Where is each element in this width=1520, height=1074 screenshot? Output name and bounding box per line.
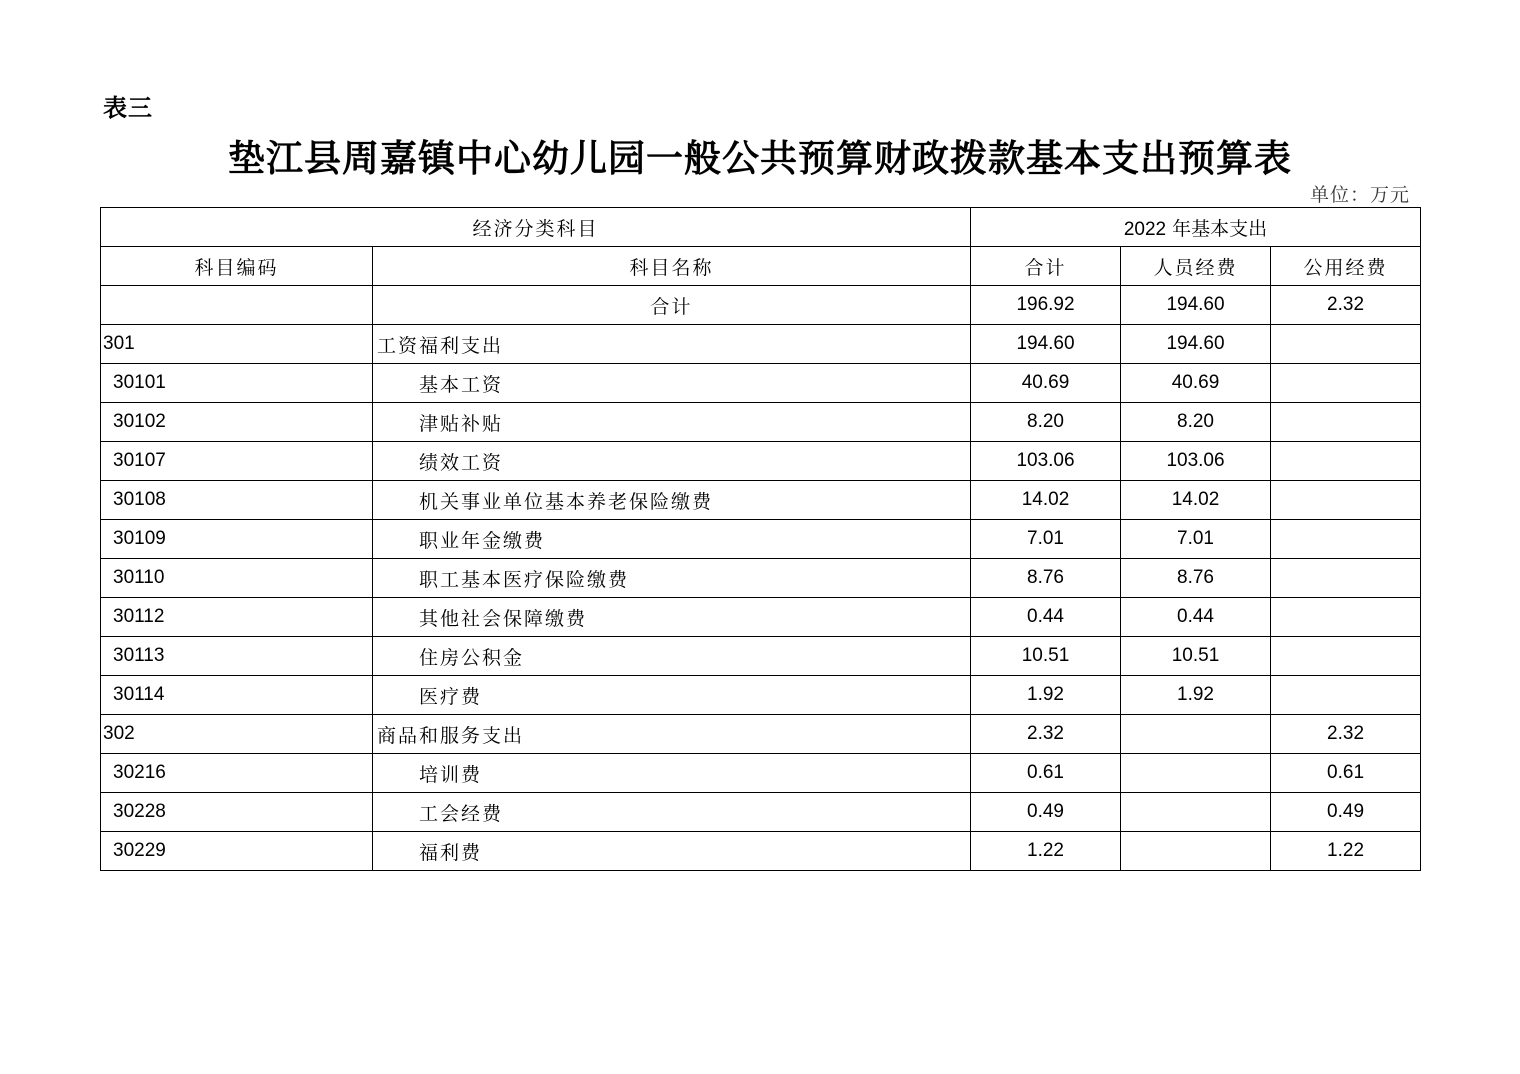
cell-code: 302 [101,715,373,754]
cell-public: 0.49 [1271,793,1421,832]
table-row [101,286,1421,325]
cell-personnel: 10.51 [1121,637,1271,676]
cell-name: 商品和服务支出 [373,715,971,754]
table-row [101,364,1421,403]
cell-public [1271,442,1421,481]
cell-personnel [1121,832,1271,871]
cell-total: 14.02 [971,481,1121,520]
cell-total: 0.49 [971,793,1121,832]
header-code: 科目编码 [101,247,373,286]
cell-personnel [1121,715,1271,754]
cell-name: 合计 [373,286,971,325]
cell-name: 机关事业单位基本养老保险缴费 [373,481,971,520]
table-row [101,754,1421,793]
cell-code: 30102 [101,403,373,442]
cell-code: 30229 [101,832,373,871]
cell-public: 2.32 [1271,286,1421,325]
cell-personnel: 7.01 [1121,520,1271,559]
cell-personnel [1121,754,1271,793]
cell-name: 福利费 [373,832,971,871]
cell-personnel: 0.44 [1121,598,1271,637]
cell-total: 8.20 [971,403,1121,442]
cell-public [1271,403,1421,442]
budget-table [100,207,1421,871]
cell-total: 103.06 [971,442,1121,481]
table-row [101,559,1421,598]
cell-public [1271,559,1421,598]
header-economic-classification: 经济分类科目 [101,208,971,247]
cell-total: 194.60 [971,325,1121,364]
table-row [101,832,1421,871]
page-title: 垫江县周嘉镇中心幼儿园一般公共预算财政拨款基本支出预算表 [228,136,1292,180]
cell-public [1271,637,1421,676]
header-total: 合计 [971,247,1121,286]
cell-public [1271,364,1421,403]
cell-code: 30228 [101,793,373,832]
cell-public: 1.22 [1271,832,1421,871]
table-row [101,793,1421,832]
cell-name: 职业年金缴费 [373,520,971,559]
cell-public [1271,520,1421,559]
cell-public [1271,598,1421,637]
cell-name: 绩效工资 [373,442,971,481]
cell-name: 其他社会保障缴费 [373,598,971,637]
cell-total: 40.69 [971,364,1121,403]
table-row [101,676,1421,715]
table-row [101,598,1421,637]
cell-name: 医疗费 [373,676,971,715]
cell-personnel: 8.76 [1121,559,1271,598]
table-row [101,520,1421,559]
column-header-row [101,247,1421,286]
cell-total: 1.92 [971,676,1121,715]
cell-total: 7.01 [971,520,1121,559]
cell-total: 0.44 [971,598,1121,637]
cell-code: 30107 [101,442,373,481]
table-row [101,442,1421,481]
cell-name: 基本工资 [373,364,971,403]
header-year: 2022 [1123,218,1167,240]
cell-personnel: 194.60 [1121,325,1271,364]
table-row [101,715,1421,754]
cell-total: 0.61 [971,754,1121,793]
cell-code: 30113 [101,637,373,676]
header-personnel: 人员经费 [1121,247,1271,286]
cell-code: 30109 [101,520,373,559]
cell-personnel: 1.92 [1121,676,1271,715]
cell-code: 30112 [101,598,373,637]
cell-total: 10.51 [971,637,1121,676]
header-public: 公用经费 [1271,247,1421,286]
cell-total: 2.32 [971,715,1121,754]
table-row [101,481,1421,520]
cell-code [101,286,373,325]
cell-personnel: 8.20 [1121,403,1271,442]
cell-name: 工会经费 [373,793,971,832]
cell-name: 培训费 [373,754,971,793]
cell-public: 2.32 [1271,715,1421,754]
table-label: 表三 [103,94,153,122]
cell-public [1271,676,1421,715]
header-name: 科目名称 [373,247,971,286]
table-body [101,286,1421,871]
cell-public [1271,481,1421,520]
cell-total: 1.22 [971,832,1121,871]
header-year-suffix: 年基本支出 [1172,217,1268,240]
cell-code: 30101 [101,364,373,403]
cell-name: 职工基本医疗保险缴费 [373,559,971,598]
table-row [101,637,1421,676]
cell-personnel [1121,793,1271,832]
cell-personnel: 40.69 [1121,364,1271,403]
cell-public: 0.61 [1271,754,1421,793]
unit-label: 单位：万元 [1309,184,1410,206]
cell-personnel: 103.06 [1121,442,1271,481]
cell-name: 住房公积金 [373,637,971,676]
cell-name: 津贴补贴 [373,403,971,442]
cell-code: 301 [101,325,373,364]
cell-personnel: 194.60 [1121,286,1271,325]
header-year-expenditure [971,208,1421,247]
table-row [101,325,1421,364]
cell-total: 196.92 [971,286,1121,325]
cell-code: 30216 [101,754,373,793]
cell-total: 8.76 [971,559,1121,598]
cell-personnel: 14.02 [1121,481,1271,520]
cell-code: 30108 [101,481,373,520]
group-header-row [101,208,1421,247]
cell-code: 30114 [101,676,373,715]
cell-code: 30110 [101,559,373,598]
table-row [101,403,1421,442]
cell-public [1271,325,1421,364]
cell-name: 工资福利支出 [373,325,971,364]
